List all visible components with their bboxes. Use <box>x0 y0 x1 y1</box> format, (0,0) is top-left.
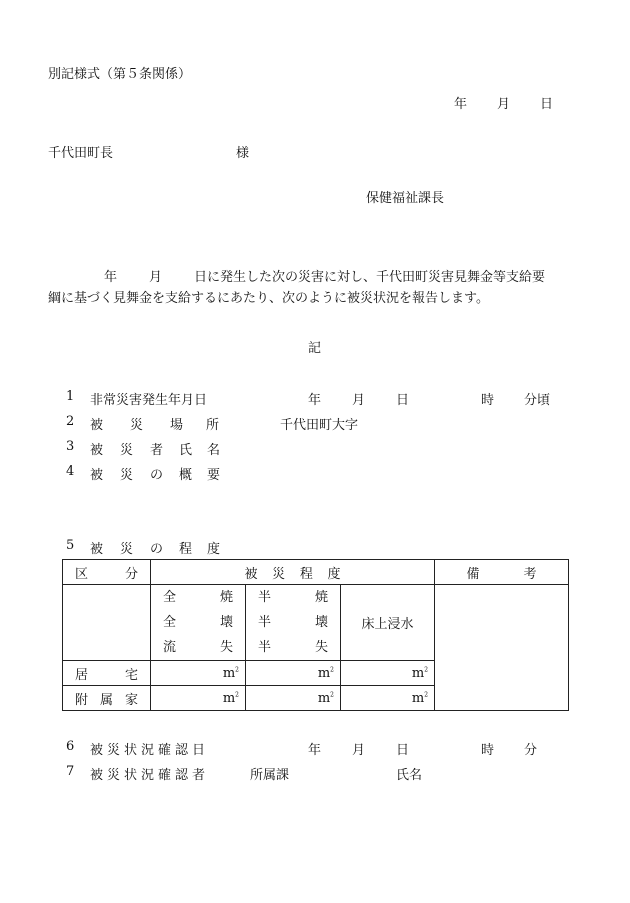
header-degree-char: 度 <box>327 566 341 582</box>
row-label-char: 家 <box>124 692 138 708</box>
header-category-char: 区 <box>75 566 89 582</box>
body-month: 月 <box>149 270 163 285</box>
item6-month: 月 <box>352 743 366 758</box>
item3-label-char: 氏 <box>179 443 193 458</box>
body-line-2: 綱に基づく見舞金を支給するにあたり、次のように被災状況を報告します。 <box>48 291 489 306</box>
item-number: 7 <box>66 764 75 779</box>
item1-day: 日 <box>396 393 410 408</box>
sub-char: 半 <box>258 640 272 655</box>
item4-label-char: 概 <box>179 468 193 483</box>
header-category-char: 分 <box>124 566 138 582</box>
item-number: 6 <box>66 739 75 754</box>
item-number: 4 <box>66 464 75 479</box>
item6-year: 年 <box>308 743 322 758</box>
area-cell <box>341 686 435 711</box>
sub-char: 失 <box>219 640 233 655</box>
body-text-1: 日に発生した次の災害に対し、千代田町災害見舞金等支給要 <box>194 270 546 285</box>
body-year: 年 <box>104 270 118 285</box>
sub-col-3: 床上浸水 <box>341 585 435 661</box>
sub-char: 流 <box>163 640 177 655</box>
item3-label-char: 名 <box>207 443 221 458</box>
header-remarks-char: 考 <box>523 566 537 582</box>
item2-label-char: 被 <box>90 418 104 433</box>
sub-char: 半 <box>258 590 272 605</box>
item1-minute: 分頃 <box>524 393 551 408</box>
table-subheader-row <box>63 585 569 661</box>
unit-m: m <box>411 690 425 706</box>
item2-value: 千代田町大字 <box>280 418 359 433</box>
item6-hour: 時 <box>481 743 495 758</box>
unit-sup: 2 <box>424 691 429 699</box>
area-cell <box>246 661 341 686</box>
item2-label-char: 所 <box>206 418 220 433</box>
sub-char: 壊 <box>314 615 328 630</box>
item3-label-char: 被 <box>90 443 104 458</box>
item4-label-char: 災 <box>120 468 134 483</box>
unit-m: m <box>222 690 236 706</box>
item3-label-char: 災 <box>120 443 134 458</box>
item-label: 被災状況確認者 <box>90 768 210 783</box>
remarks-cell <box>435 585 569 711</box>
header-degree-char: 程 <box>299 566 313 582</box>
item5-label-char: 被 <box>90 542 104 557</box>
item-number: 3 <box>66 439 75 454</box>
header-remarks <box>435 560 569 585</box>
item-label: 被災状況確認日 <box>90 743 210 758</box>
addressee-name: 千代田町長 <box>48 146 114 161</box>
item4-label-char: の <box>150 468 164 483</box>
date-year: 年 <box>454 97 468 112</box>
item1-year: 年 <box>308 393 322 408</box>
header-degree <box>151 560 435 585</box>
sub-char: 壊 <box>219 615 233 630</box>
form-label: 別記様式（第５条関係） <box>48 67 192 82</box>
unit-sup: 2 <box>330 666 334 674</box>
unit-sup: 2 <box>235 666 239 674</box>
area-cell <box>246 686 341 711</box>
unit-sup: 2 <box>330 691 334 699</box>
item5-label-char: 度 <box>207 542 221 557</box>
area-cell <box>151 686 246 711</box>
item-number: 5 <box>66 538 75 553</box>
item-label: 非常災害発生年月日 <box>90 393 208 408</box>
item7-name: 氏名 <box>396 768 423 783</box>
row-label-residence <box>63 661 151 686</box>
header-category <box>63 560 151 585</box>
row-label-char: 宅 <box>124 667 138 683</box>
header-degree-char: 被 <box>244 566 258 582</box>
unit-m: m <box>317 690 331 706</box>
sub-char: 半 <box>258 615 272 630</box>
date-day: 日 <box>540 97 554 112</box>
sub-char: 全 <box>163 590 177 605</box>
sub-col-1 <box>151 585 246 661</box>
item6-minute: 分 <box>524 743 538 758</box>
item7-dept: 所属課 <box>250 768 290 783</box>
area-cell <box>341 661 435 686</box>
category-blank <box>63 585 151 661</box>
item5-label-char: の <box>150 542 164 557</box>
item1-hour: 時 <box>481 393 495 408</box>
item4-label-char: 要 <box>207 468 221 483</box>
item1-month: 月 <box>352 393 366 408</box>
sub-char: 失 <box>314 640 328 655</box>
table-header-row <box>63 560 569 585</box>
row-label-char: 属 <box>99 692 113 708</box>
item5-label-char: 程 <box>179 542 193 557</box>
header-remarks-char: 備 <box>466 566 480 582</box>
addressee-honorific: 様 <box>236 146 250 161</box>
sub-col-2 <box>246 585 341 661</box>
item6-day: 日 <box>396 743 410 758</box>
date-month: 月 <box>497 97 511 112</box>
item2-label-char: 災 <box>130 418 144 433</box>
unit-sup: 2 <box>424 666 429 674</box>
unit-sup: 2 <box>235 691 239 699</box>
damage-table <box>62 559 569 711</box>
sub-char: 焼 <box>314 590 328 605</box>
header-degree-char: 災 <box>272 566 286 582</box>
unit-m: m <box>411 665 425 681</box>
sender: 保健福祉課長 <box>366 191 445 206</box>
item2-label-char: 場 <box>170 418 184 433</box>
item3-label-char: 者 <box>150 443 164 458</box>
sub-char: 焼 <box>219 590 233 605</box>
ki-heading: 記 <box>308 341 322 356</box>
area-cell <box>151 661 246 686</box>
item4-label-char: 被 <box>90 468 104 483</box>
item-number: 2 <box>66 414 75 429</box>
row-label-annex <box>63 686 151 711</box>
unit-m: m <box>222 665 236 681</box>
unit-m: m <box>317 665 331 681</box>
item-number: 1 <box>66 389 75 404</box>
sub-char: 全 <box>163 615 177 630</box>
item5-label-char: 災 <box>120 542 134 557</box>
row-label-char: 居 <box>75 667 89 683</box>
row-label-char: 附 <box>75 692 89 708</box>
